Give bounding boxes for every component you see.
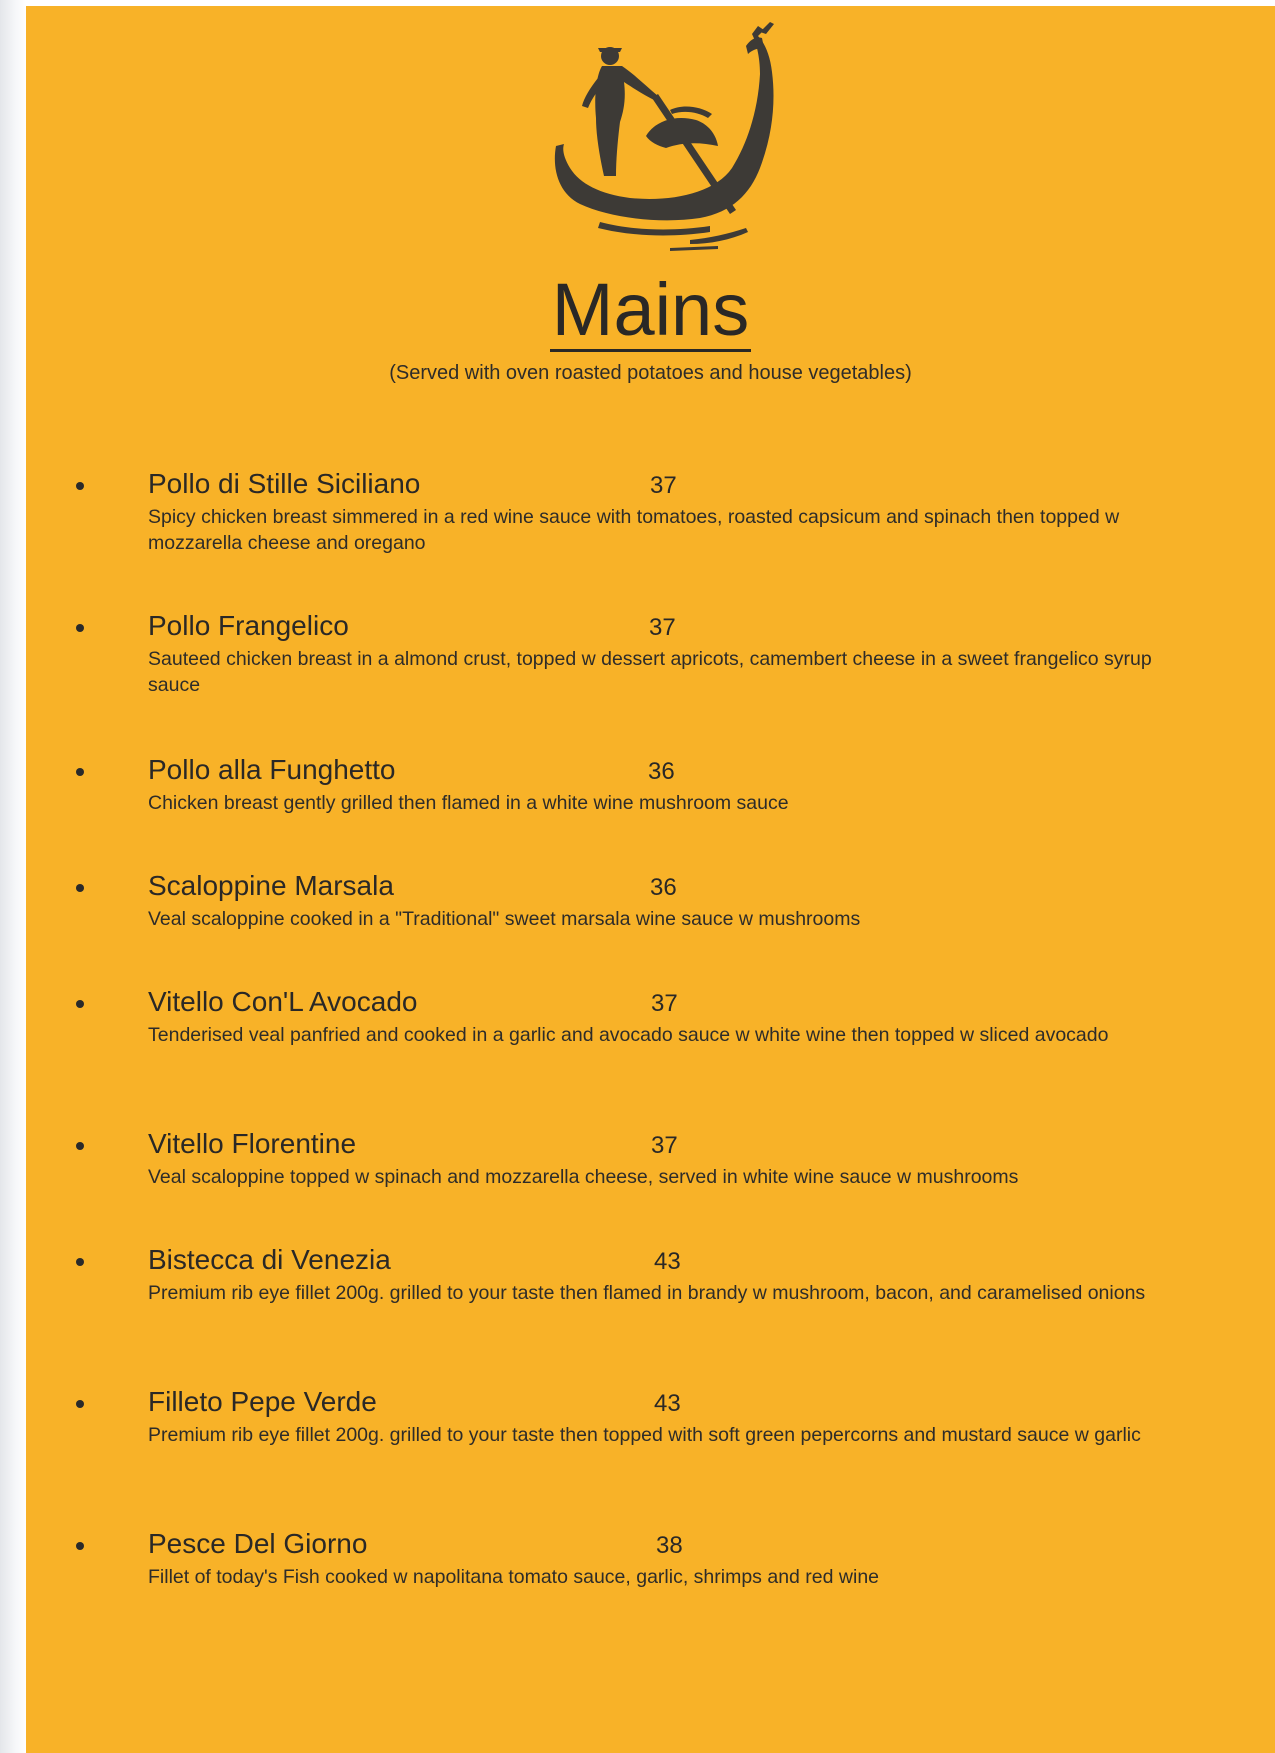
bullet-icon bbox=[76, 1142, 84, 1150]
item-description: Spicy chicken breast simmered in a red wine sauce with tomatoes, roasted capsicum and spinach then topped w mozzarella cheese and oregano bbox=[148, 506, 1120, 554]
bullet-icon bbox=[76, 482, 84, 490]
item-description: Chicken breast gently grilled then flamed in a white wine mushroom sauce bbox=[148, 792, 789, 814]
bullet-icon bbox=[76, 1542, 84, 1550]
bullet-icon bbox=[76, 1258, 84, 1266]
item-name: Scaloppine Marsala bbox=[148, 870, 394, 901]
bullet-icon bbox=[76, 1400, 84, 1408]
item-description: Premium rib eye fillet 200g. grilled to your taste then flamed in brandy w mushroom, bacon, and caramelised onions bbox=[148, 1282, 1146, 1304]
item-name: Vitello Florentine bbox=[148, 1128, 357, 1159]
item-price: 37 bbox=[649, 614, 676, 641]
item-price: 43 bbox=[654, 1248, 681, 1275]
item-name: Vitello Con'L Avocado bbox=[148, 986, 418, 1017]
menu-items-list bbox=[26, 6, 1275, 1753]
bullet-icon bbox=[76, 768, 84, 776]
bullet-icon bbox=[76, 1000, 84, 1008]
item-price: 36 bbox=[648, 758, 675, 785]
item-name: Pollo di Stille Siciliano bbox=[148, 468, 421, 499]
item-name: Pollo Frangelico bbox=[148, 610, 349, 641]
item-price: 43 bbox=[654, 1390, 681, 1417]
item-description: Veal scaloppine topped w spinach and mozzarella cheese, served in white wine sauce w mushrooms bbox=[148, 1166, 1019, 1188]
item-price: 36 bbox=[650, 874, 677, 901]
item-description: Fillet of today's Fish cooked w napolitana tomato sauce, garlic, shrimps and red wine bbox=[148, 1566, 880, 1588]
item-name: Filleto Pepe Verde bbox=[148, 1386, 377, 1417]
item-description: Premium rib eye fillet 200g. grilled to your taste then topped with soft green pepercorns and mustard sauce w garlic bbox=[148, 1424, 1141, 1446]
bullet-icon bbox=[76, 624, 84, 632]
item-name: Pesce Del Giorno bbox=[148, 1528, 368, 1559]
scan-edge bbox=[0, 0, 26, 1753]
page-subtitle: (Served with oven roasted potatoes and house vegetables) bbox=[389, 362, 912, 384]
item-description: Tenderised veal panfried and cooked in a garlic and avocado sauce w white wine then topped w sliced avocado bbox=[148, 1024, 1109, 1046]
page-title: Mains bbox=[551, 268, 750, 351]
bullet-icon bbox=[76, 884, 84, 892]
item-price: 37 bbox=[651, 1132, 678, 1159]
item-price: 37 bbox=[650, 472, 677, 499]
item-description: Veal scaloppine cooked in a "Traditional" sweet marsala wine sauce w mushrooms bbox=[148, 908, 861, 930]
item-name: Pollo alla Funghetto bbox=[148, 754, 396, 785]
menu-page bbox=[26, 6, 1275, 1753]
item-price: 37 bbox=[651, 990, 678, 1017]
item-name: Bistecca di Venezia bbox=[148, 1244, 391, 1275]
item-price: 38 bbox=[656, 1532, 683, 1559]
item-description: Sauteed chicken breast in a almond crust, topped w dessert apricots, camembert cheese in a sweet frangelico syrup sauce bbox=[148, 648, 1152, 696]
